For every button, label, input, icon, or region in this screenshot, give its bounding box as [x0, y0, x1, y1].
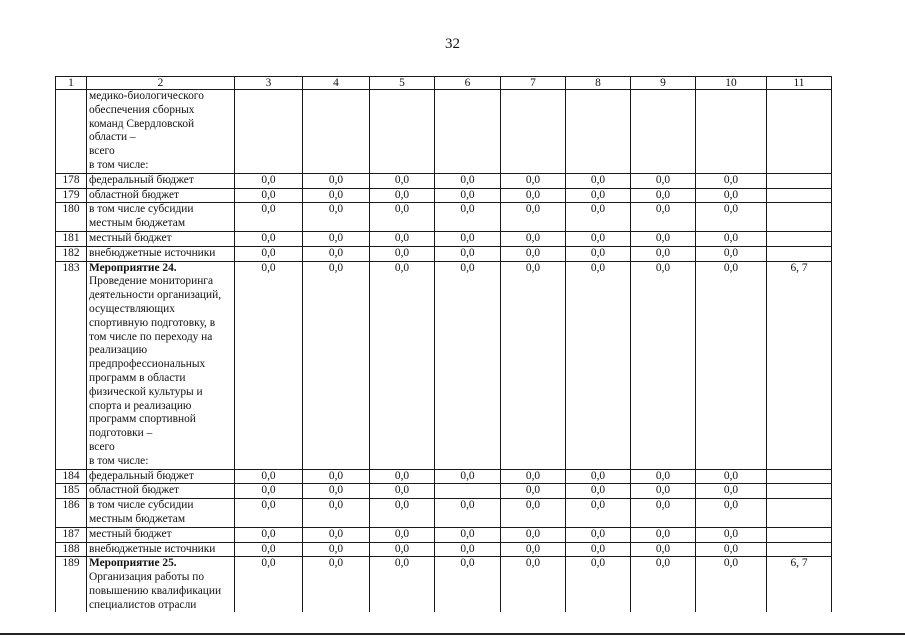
row-number: [56, 90, 87, 174]
description-line: спортивную подготовку, в: [89, 316, 216, 329]
value-cell: 0,0: [435, 173, 501, 188]
value-cell: 0,0: [696, 188, 767, 203]
description-line: федеральный бюджет: [89, 173, 194, 186]
value-cell: 0,0: [566, 469, 631, 484]
description-line: местным бюджетам: [89, 217, 186, 230]
row-description: [87, 90, 235, 174]
description-line: том числе по переходу на: [89, 330, 213, 343]
description-line: области –: [89, 131, 136, 144]
value-cell: 0,0: [370, 261, 435, 469]
value-cell: [631, 90, 696, 174]
row-number: 178: [56, 173, 87, 188]
note-cell: [767, 90, 832, 174]
value-cell: 0,0: [631, 469, 696, 484]
value-cell: 0,0: [235, 173, 303, 188]
description-line: деятельности организаций,: [89, 289, 222, 302]
value-cell: 0,0: [235, 499, 303, 528]
value-cell: 0,0: [435, 231, 501, 246]
value-cell: 0,0: [566, 484, 631, 499]
value-cell: 0,0: [566, 542, 631, 557]
value-cell: 0,0: [501, 173, 566, 188]
value-cell: 0,0: [566, 246, 631, 261]
row-number: 187: [56, 527, 87, 542]
value-cell: 0,0: [435, 188, 501, 203]
description-line: местным бюджетам: [89, 512, 186, 525]
value-cell: 0,0: [370, 173, 435, 188]
value-cell: [235, 90, 303, 174]
table-row: [56, 557, 832, 613]
value-cell: 0,0: [696, 499, 767, 528]
value-cell: 0,0: [696, 261, 767, 469]
value-cell: 0,0: [566, 188, 631, 203]
value-cell: 0,0: [435, 527, 501, 542]
value-cell: 0,0: [631, 173, 696, 188]
value-cell: 0,0: [303, 203, 370, 232]
column-header: 5: [370, 77, 435, 90]
value-cell: 0,0: [631, 203, 696, 232]
description-line: спорта и реализацию: [89, 399, 192, 412]
description-line: областной бюджет: [89, 188, 179, 201]
value-cell: 0,0: [696, 231, 767, 246]
table-row: [56, 527, 832, 542]
value-cell: 0,0: [435, 203, 501, 232]
table-row: [56, 246, 832, 261]
value-cell: 0,0: [370, 527, 435, 542]
row-description: [87, 231, 235, 246]
description-line: в том числе:: [89, 454, 149, 467]
value-cell: 0,0: [696, 557, 767, 613]
note-cell: [767, 246, 832, 261]
note-cell: 6, 7: [767, 557, 832, 613]
description-line: подготовки –: [89, 427, 153, 440]
value-cell: 0,0: [501, 246, 566, 261]
column-header: 3: [235, 77, 303, 90]
value-cell: 0,0: [696, 527, 767, 542]
value-cell: 0,0: [631, 261, 696, 469]
description-line: федеральный бюджет: [89, 469, 194, 482]
header-row: [56, 77, 832, 90]
value-cell: 0,0: [501, 231, 566, 246]
description-line: повышению квалификации: [89, 584, 222, 597]
description-line: обеспечения сборных: [89, 103, 195, 116]
note-cell: [767, 469, 832, 484]
value-cell: 0,0: [235, 246, 303, 261]
column-header: 7: [501, 77, 566, 90]
value-cell: 0,0: [501, 499, 566, 528]
value-cell: 0,0: [370, 231, 435, 246]
value-cell: 0,0: [303, 246, 370, 261]
note-cell: 6, 7: [767, 261, 832, 469]
description-line: в том числе:: [89, 158, 149, 171]
description-line: местный бюджет: [89, 527, 172, 540]
value-cell: 0,0: [235, 542, 303, 557]
value-cell: 0,0: [370, 203, 435, 232]
value-cell: 0,0: [696, 542, 767, 557]
row-description: [87, 527, 235, 542]
description-line: программ в области: [89, 371, 186, 384]
table-row: [56, 469, 832, 484]
table-row: [56, 261, 832, 469]
row-description: [87, 469, 235, 484]
value-cell: 0,0: [435, 557, 501, 613]
value-cell: 0,0: [501, 261, 566, 469]
row-description: [87, 173, 235, 188]
value-cell: [435, 484, 501, 499]
value-cell: 0,0: [566, 557, 631, 613]
description-line: Организация работы по: [89, 571, 205, 584]
table-row: [56, 484, 832, 499]
note-cell: [767, 173, 832, 188]
value-cell: 0,0: [631, 231, 696, 246]
description-line: медико-биологического: [89, 90, 204, 102]
value-cell: [303, 90, 370, 174]
column-header: 2: [87, 77, 235, 90]
description-line: внебюджетные источники: [89, 246, 216, 259]
row-description: [87, 499, 235, 528]
value-cell: 0,0: [303, 261, 370, 469]
value-cell: 0,0: [631, 527, 696, 542]
column-header: 10: [696, 77, 767, 90]
description-line: всего: [89, 145, 115, 158]
description-line: в том числе субсидии: [89, 203, 194, 216]
value-cell: 0,0: [696, 173, 767, 188]
value-cell: 0,0: [370, 557, 435, 613]
value-cell: 0,0: [370, 246, 435, 261]
table-row: [56, 173, 832, 188]
value-cell: 0,0: [501, 188, 566, 203]
column-header: 1: [56, 77, 87, 90]
row-description: [87, 246, 235, 261]
value-cell: 0,0: [235, 484, 303, 499]
row-number: 181: [56, 231, 87, 246]
row-number: 180: [56, 203, 87, 232]
value-cell: 0,0: [303, 557, 370, 613]
value-cell: 0,0: [435, 499, 501, 528]
value-cell: [696, 90, 767, 174]
row-description: [87, 203, 235, 232]
value-cell: 0,0: [501, 542, 566, 557]
value-cell: [501, 90, 566, 174]
value-cell: 0,0: [235, 557, 303, 613]
value-cell: 0,0: [501, 557, 566, 613]
value-cell: 0,0: [631, 499, 696, 528]
description-line: областной бюджет: [89, 484, 179, 497]
value-cell: 0,0: [435, 542, 501, 557]
value-cell: 0,0: [566, 261, 631, 469]
value-cell: 0,0: [235, 188, 303, 203]
budget-table: [55, 76, 832, 612]
row-number: 183: [56, 261, 87, 469]
description-line: в том числе субсидии: [89, 499, 194, 512]
row-description: [87, 261, 235, 469]
value-cell: 0,0: [501, 203, 566, 232]
note-cell: [767, 203, 832, 232]
description-line: Проведение мониторинга: [89, 275, 214, 288]
table-row: [56, 231, 832, 246]
column-header: 11: [767, 77, 832, 90]
description-line: осуществляющих: [89, 302, 175, 315]
value-cell: 0,0: [303, 231, 370, 246]
table-body: [56, 90, 832, 613]
value-cell: 0,0: [435, 246, 501, 261]
value-cell: 0,0: [696, 203, 767, 232]
column-header: 9: [631, 77, 696, 90]
description-line: предпрофессиональных: [89, 358, 206, 371]
value-cell: 0,0: [303, 469, 370, 484]
value-cell: 0,0: [370, 188, 435, 203]
value-cell: 0,0: [696, 246, 767, 261]
note-cell: [767, 484, 832, 499]
column-header: 8: [566, 77, 631, 90]
value-cell: 0,0: [696, 469, 767, 484]
table-row: [56, 188, 832, 203]
table-row: [56, 203, 832, 232]
note-cell: [767, 527, 832, 542]
row-number: 184: [56, 469, 87, 484]
value-cell: 0,0: [631, 484, 696, 499]
row-description: [87, 557, 235, 613]
measure-title: Мероприятие 24.: [89, 261, 177, 274]
value-cell: 0,0: [566, 231, 631, 246]
value-cell: 0,0: [631, 246, 696, 261]
value-cell: 0,0: [501, 527, 566, 542]
row-description: [87, 188, 235, 203]
page-bottom-rule: [0, 633, 905, 635]
value-cell: 0,0: [303, 188, 370, 203]
value-cell: 0,0: [566, 173, 631, 188]
page-number: 32: [445, 36, 460, 52]
note-cell: [767, 542, 832, 557]
row-number: 186: [56, 499, 87, 528]
value-cell: 0,0: [631, 188, 696, 203]
description-line: программ спортивной: [89, 413, 196, 426]
value-cell: 0,0: [235, 527, 303, 542]
value-cell: 0,0: [696, 484, 767, 499]
value-cell: 0,0: [235, 203, 303, 232]
value-cell: 0,0: [303, 173, 370, 188]
description-line: реализацию: [89, 344, 148, 357]
note-cell: [767, 231, 832, 246]
description-line: команд Свердловской: [89, 117, 195, 130]
value-cell: [370, 90, 435, 174]
row-number: 182: [56, 246, 87, 261]
note-cell: [767, 499, 832, 528]
value-cell: 0,0: [566, 499, 631, 528]
description-line: всего: [89, 440, 115, 453]
column-header: 4: [303, 77, 370, 90]
value-cell: 0,0: [303, 542, 370, 557]
value-cell: 0,0: [566, 527, 631, 542]
value-cell: [566, 90, 631, 174]
value-cell: 0,0: [303, 527, 370, 542]
table-row: [56, 90, 832, 174]
description-line: местный бюджет: [89, 231, 172, 244]
row-number: 179: [56, 188, 87, 203]
value-cell: 0,0: [501, 484, 566, 499]
row-number: 188: [56, 542, 87, 557]
table-row: [56, 542, 832, 557]
value-cell: [435, 90, 501, 174]
value-cell: 0,0: [631, 542, 696, 557]
row-number: 185: [56, 484, 87, 499]
table-row: [56, 499, 832, 528]
value-cell: 0,0: [501, 469, 566, 484]
value-cell: 0,0: [235, 231, 303, 246]
measure-title: Мероприятие 25.: [89, 557, 177, 570]
value-cell: 0,0: [566, 203, 631, 232]
value-cell: 0,0: [303, 484, 370, 499]
value-cell: 0,0: [435, 261, 501, 469]
row-description: [87, 542, 235, 557]
value-cell: 0,0: [303, 499, 370, 528]
row-number: 189: [56, 557, 87, 613]
value-cell: 0,0: [370, 542, 435, 557]
column-header: 6: [435, 77, 501, 90]
row-description: [87, 484, 235, 499]
value-cell: 0,0: [631, 557, 696, 613]
value-cell: 0,0: [370, 499, 435, 528]
value-cell: 0,0: [370, 484, 435, 499]
value-cell: 0,0: [370, 469, 435, 484]
description-line: внебюджетные источники: [89, 542, 216, 555]
value-cell: 0,0: [235, 469, 303, 484]
description-line: физической культуры и: [89, 385, 203, 398]
value-cell: 0,0: [435, 469, 501, 484]
note-cell: [767, 188, 832, 203]
description-line: специалистов отрасли: [89, 598, 197, 611]
value-cell: 0,0: [235, 261, 303, 469]
